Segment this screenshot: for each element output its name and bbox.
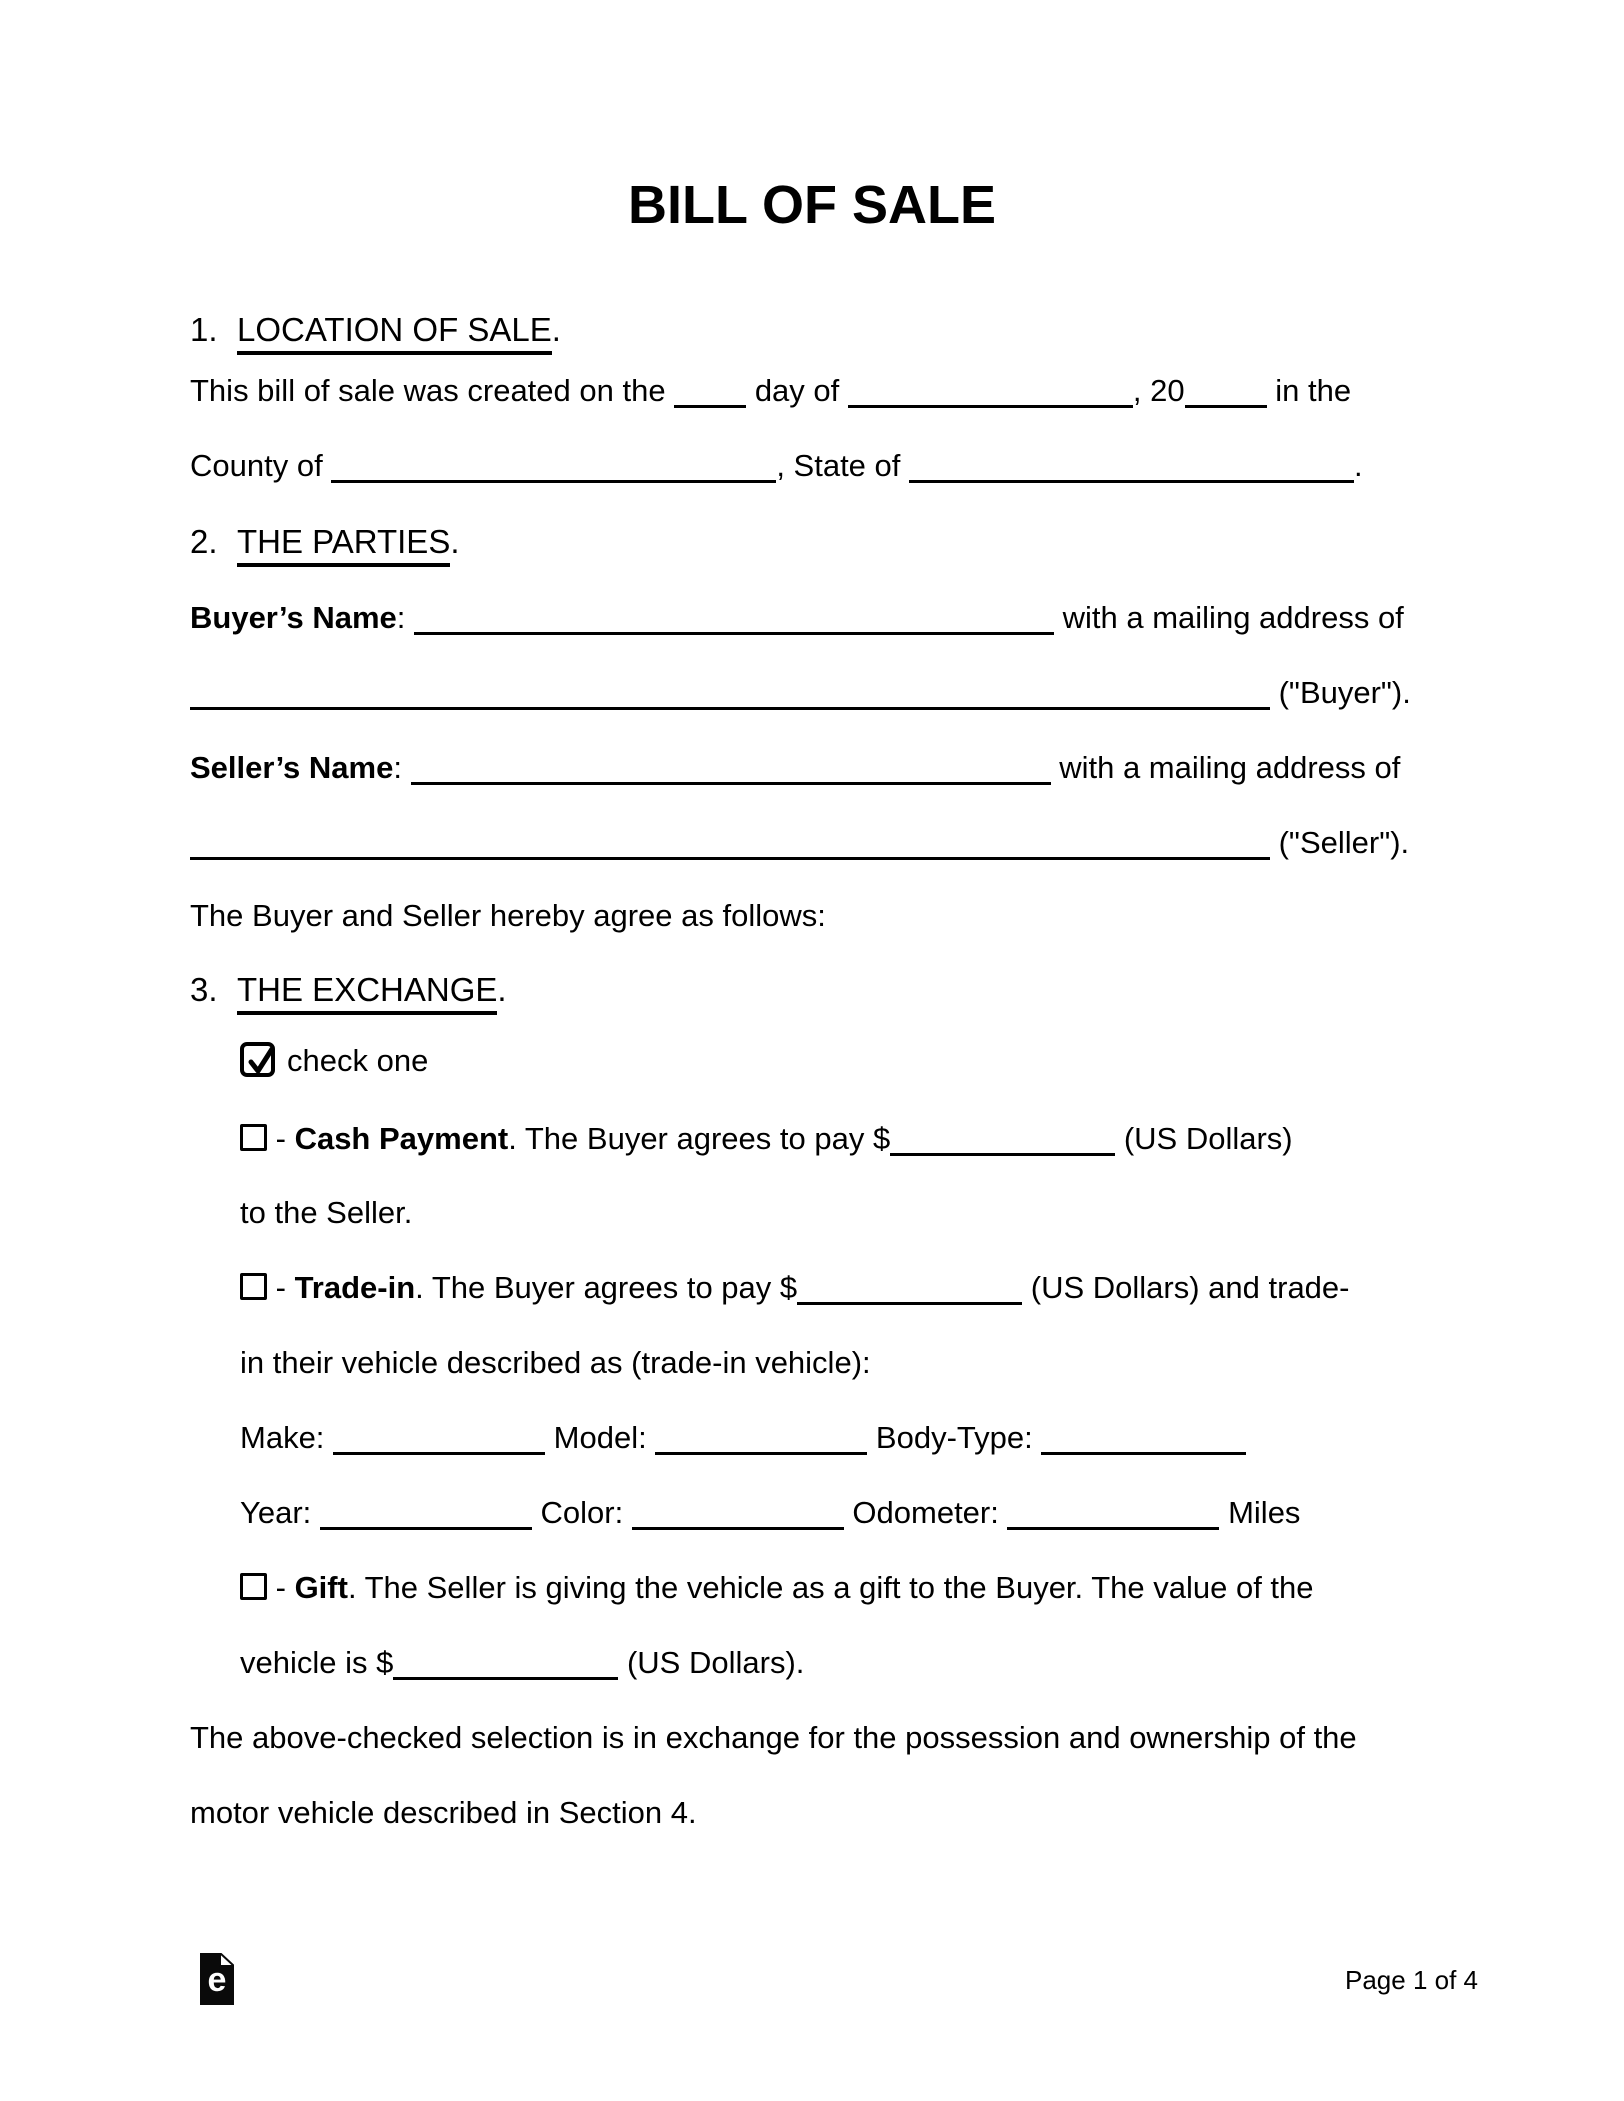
section-3-number: 3. [190, 971, 218, 1008]
trade-in-line-2: in their vehicle described as (trade-in vehicle): [240, 1345, 871, 1380]
check-one-checkbox[interactable] [240, 1042, 275, 1077]
cash-amount-blank[interactable] [890, 1153, 1115, 1156]
section-2-heading-text: THE PARTIES [237, 523, 450, 567]
gift-label: Gift [294, 1570, 348, 1605]
trade-in-checkbox[interactable] [240, 1273, 267, 1300]
section-1-number: 1. [190, 311, 218, 348]
gift-line-2: vehicle is $ (US Dollars). [240, 1645, 805, 1680]
cash-payment-line-2: to the Seller. [240, 1195, 413, 1230]
vehicle-line-2: Year: Color: Odometer: Miles [240, 1495, 1301, 1530]
section-3-heading: 3. THE EXCHANGE. [190, 967, 507, 1012]
check-one-label: check one [287, 1043, 429, 1078]
cash-payment-label: Cash Payment [294, 1121, 509, 1156]
body-type-blank[interactable] [1041, 1452, 1246, 1455]
logo-letter: e [207, 1961, 227, 1999]
buyer-address-blank[interactable] [190, 707, 1270, 710]
trade-in-label: Trade-in [294, 1270, 416, 1305]
vehicle-line-1: Make: Model: Body-Type: [240, 1415, 1246, 1460]
cash-payment-checkbox[interactable] [240, 1124, 267, 1151]
page-number: Page 1 of 4 [1345, 1965, 1478, 1995]
agree-line: The Buyer and Seller hereby agree as follows: [190, 898, 826, 933]
buyer-name-label: Buyer’s Name [190, 600, 397, 635]
trade-in-line: - Trade-in. The Buyer agrees to pay $ (US Dollars) and trade- [240, 1265, 1350, 1310]
location-sentence-line-1: This bill of sale was created on the day of , 20 in the [190, 373, 1352, 408]
odometer-blank[interactable] [1007, 1527, 1219, 1530]
seller-address-line: ("Seller"). [190, 820, 1409, 865]
state-blank[interactable] [909, 480, 1354, 483]
gift-line: - Gift. The Seller is giving the vehicle as a gift to the Buyer. The value of the [240, 1565, 1314, 1610]
month-blank[interactable] [848, 405, 1133, 408]
model-blank[interactable] [655, 1452, 867, 1455]
buyer-name-blank[interactable] [414, 632, 1054, 635]
gift-checkbox[interactable] [240, 1573, 267, 1600]
closing-line-2: motor vehicle described in Section 4. [190, 1795, 697, 1830]
section-2-number: 2. [190, 523, 218, 560]
section-1-heading: 1. LOCATION OF SALE. [190, 307, 561, 352]
location-sentence-line-2: County of , State of . [190, 448, 1363, 483]
closing-line-1: The above-checked selection is in exchange for the possession and ownership of the [190, 1720, 1357, 1755]
section-2-heading: 2. THE PARTIES. [190, 519, 460, 564]
cash-payment-line: - Cash Payment. The Buyer agrees to pay $ (US Dollars) [240, 1116, 1293, 1161]
eforms-logo-icon [200, 1953, 234, 2005]
seller-name-blank[interactable] [411, 782, 1051, 785]
check-icon [243, 1043, 281, 1081]
buyer-address-line: ("Buyer"). [190, 670, 1411, 715]
check-one-line [240, 1038, 428, 1083]
seller-address-blank[interactable] [190, 857, 1270, 860]
vehicle-year-blank[interactable] [320, 1527, 532, 1530]
buyer-name-line: Buyer’s Name: with a mailing address of [190, 600, 1404, 635]
year-blank[interactable] [1185, 405, 1267, 408]
color-blank[interactable] [632, 1527, 844, 1530]
section-1-heading-text: LOCATION OF SALE [237, 311, 552, 355]
county-blank[interactable] [331, 480, 776, 483]
document-title: BILL OF SALE [627, 175, 996, 235]
seller-name-label: Seller’s Name [190, 750, 394, 785]
make-blank[interactable] [333, 1452, 545, 1455]
gift-value-blank[interactable] [393, 1677, 618, 1680]
section-3-heading-text: THE EXCHANGE [237, 971, 497, 1015]
day-blank[interactable] [674, 405, 746, 408]
trade-amount-blank[interactable] [797, 1302, 1022, 1305]
seller-name-line: Seller’s Name: with a mailing address of [190, 750, 1401, 785]
